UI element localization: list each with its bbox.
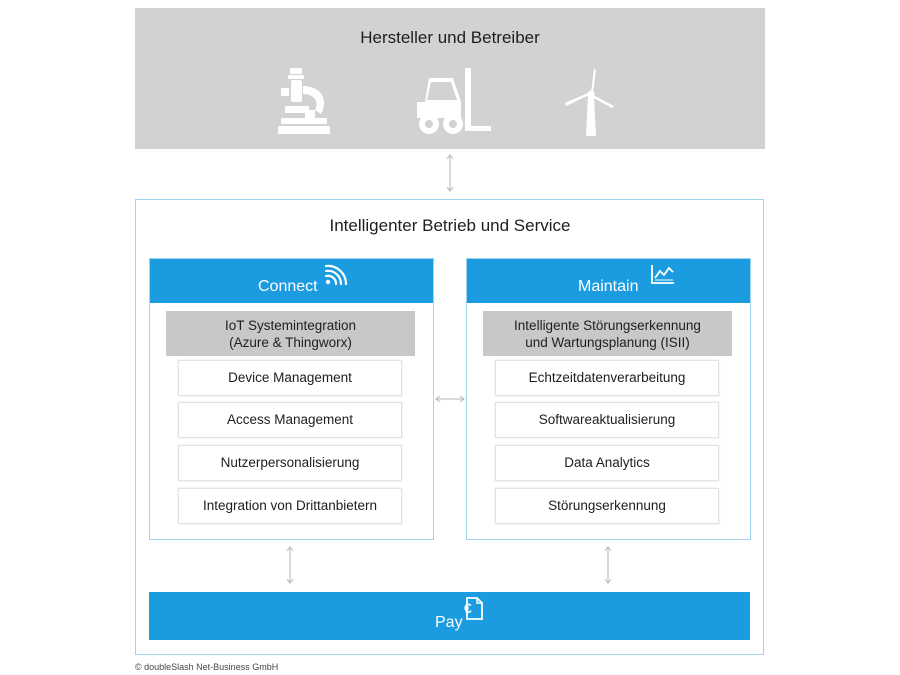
connect-header [150,259,433,303]
connect-item: Access Management [178,402,402,438]
pay-label: Pay [435,614,463,631]
line-chart-icon [650,263,676,287]
maintain-label: Maintain [578,278,639,295]
maintain-subheader-line-1: Intelligente Störungserkennung [514,318,701,333]
forklift-icon [415,66,495,136]
maintain-item: Data Analytics [495,445,719,481]
connect-item: Nutzerpersonalisierung [178,445,402,481]
double-arrow-vertical [444,153,456,193]
manufacturers-operators-band [135,8,765,149]
band-title: Hersteller und Betreiber [360,28,540,47]
connect-item: Device Management [178,360,402,396]
double-arrow-vertical [284,545,296,585]
connect-subheader-line-1: IoT Systemintegration [224,318,357,333]
double-arrow-horizontal [434,393,466,405]
svg-text:€: € [464,600,472,616]
maintain-item: Echtzeitdatenverarbeitung [495,360,719,396]
maintain-panel [466,258,751,540]
connect-label: Connect [258,278,318,295]
copyright: © doubleSlash Net-Business GmbH [135,662,279,672]
maintain-header [467,259,750,303]
wifi-signal-icon [322,262,352,288]
maintain-item: Softwareaktualisierung [495,402,719,438]
connect-panel [149,258,434,540]
euro-document-icon [463,596,485,622]
maintain-subheader [483,311,732,356]
wind-turbine-icon [560,66,620,138]
section-title: Intelligenter Betrieb und Service [329,216,571,235]
connect-subheader [166,311,415,356]
connect-item: Integration von Drittanbietern [178,488,402,524]
pay-bar [149,592,750,640]
microscope-icon [277,66,331,136]
maintain-item: Störungserkennung [495,488,719,524]
connect-subheader-line-2: (Azure & Thingworx) [229,335,352,350]
maintain-subheader-line-2: und Wartungsplanung (ISII) [525,335,690,350]
double-arrow-vertical [602,545,614,585]
